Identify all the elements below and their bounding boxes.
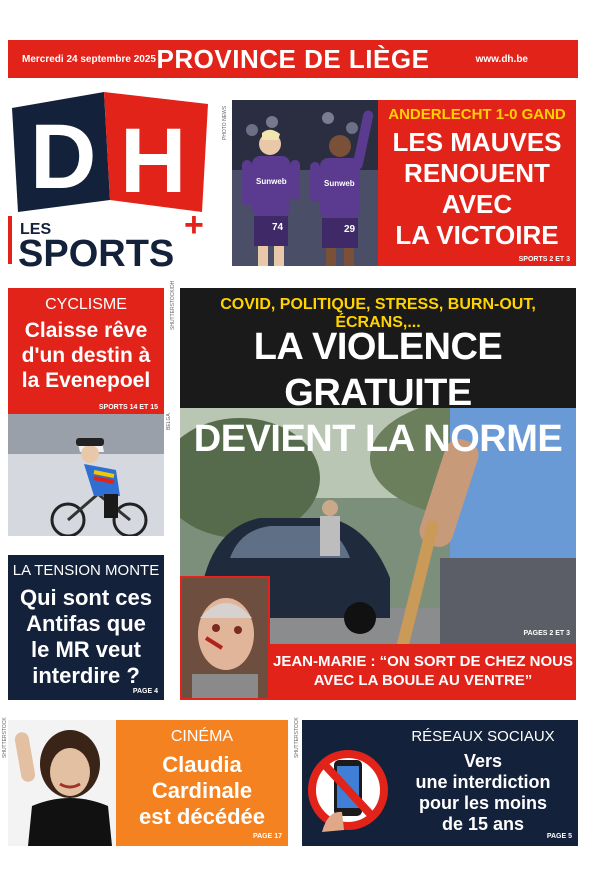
- cyclisme-pages: SPORTS 14 ET 15: [98, 404, 158, 411]
- football-headline: [378, 127, 576, 251]
- main-quote: [270, 644, 576, 700]
- reseaux-headline-line: une interdiction: [415, 772, 551, 792]
- jean-marie-photo[interactable]: [180, 576, 270, 700]
- players-illustration: [232, 100, 378, 266]
- actress-illustration: [8, 720, 116, 846]
- antifas-kicker: LA TENSION MONTE: [12, 562, 160, 579]
- main-pages: PAGES 2 ET 3: [523, 630, 570, 637]
- logo-sports: SPORTS: [18, 233, 175, 270]
- football-headline-line: LA VICTOIRE: [395, 220, 559, 250]
- logo-letter-d: D: [30, 106, 97, 208]
- cyclisme-headline-line: la Evenepoel: [21, 369, 151, 392]
- logo-les: LES: [20, 221, 52, 238]
- injured-man-illustration: [182, 578, 268, 698]
- reseaux-headline: [388, 751, 578, 835]
- main-credit: SHUTTERSTOCK/DH: [170, 280, 176, 330]
- top-banner: [8, 40, 578, 78]
- sponsor-text-1: Sunweb: [256, 177, 287, 186]
- football-pages: SPORTS 2 ET 3: [518, 256, 570, 263]
- cinema-photo[interactable]: [8, 720, 116, 846]
- reseaux-headline-box[interactable]: [388, 720, 578, 846]
- football-headline-line: AVEC: [441, 189, 513, 219]
- logo-plus: +: [184, 206, 204, 244]
- player-number-1: 74: [272, 222, 284, 233]
- main-quote-line: JEAN-MARIE : “ON SORT DE CHEZ NOUS: [272, 653, 573, 670]
- cyclisme-photo[interactable]: [8, 414, 164, 536]
- dh-logo-icon: [8, 90, 220, 270]
- cyclist-illustration: [8, 414, 164, 536]
- reseaux-headline-line: de 15 ans: [441, 814, 525, 834]
- cinema-kicker: CINÉMA: [170, 728, 234, 745]
- main-kicker: COVID, POLITIQUE, STRESS, BURN-OUT, ÉCRANS,...: [220, 296, 536, 331]
- reseaux-photo[interactable]: [302, 720, 388, 846]
- region-title: PROVINCE DE LIÈGE: [156, 44, 430, 74]
- cinema-credit: SHUTTERSTOCK: [2, 717, 8, 758]
- antifas-headline-line: Antifas que: [26, 611, 146, 636]
- reseaux-headline-line: pour les moins: [418, 793, 548, 813]
- football-headline-box[interactable]: [378, 100, 576, 266]
- cyclisme-headline: [8, 318, 164, 393]
- reseaux-credit: SHUTTERSTOCK: [294, 717, 300, 758]
- cinema-headline: [116, 752, 288, 830]
- reseaux-kicker: RÉSEAUX SOCIAUX: [411, 728, 555, 745]
- cyclisme-kicker: CYCLISME: [45, 296, 127, 313]
- cyclisme-credit: BELGA: [166, 413, 172, 430]
- antifas-pages: PAGE 4: [132, 688, 158, 695]
- cinema-headline-line: Cardinale: [151, 778, 253, 803]
- dh-logo[interactable]: [8, 90, 220, 270]
- antifas-headline: [8, 585, 164, 689]
- cyclisme-headline-box[interactable]: [8, 288, 164, 414]
- main-headline-line: DEVIENT LA NORME: [193, 418, 563, 460]
- antifas-headline-box[interactable]: [8, 555, 164, 700]
- football-headline-line: RENOUENT: [404, 158, 550, 188]
- cinema-headline-line: Claudia: [162, 752, 242, 777]
- issue-date: Mercredi 24 septembre 2025: [22, 54, 156, 65]
- reseaux-pages: PAGE 5: [546, 833, 572, 840]
- main-story[interactable]: [180, 288, 576, 700]
- main-headline-line: LA VIOLENCE GRATUITE: [253, 326, 503, 414]
- antifas-headline-line: Qui sont ces: [19, 585, 153, 610]
- cyclisme-headline-line: d'un destin à: [21, 344, 151, 367]
- football-credit: PHOTO NEWS: [222, 105, 228, 140]
- cyclisme-headline-line: Claisse rêve: [24, 319, 148, 342]
- cinema-pages: PAGE 17: [252, 833, 282, 840]
- logo-letter-h: H: [120, 110, 187, 212]
- cinema-headline-line: est décédée: [139, 804, 265, 829]
- player-number-2: 29: [344, 224, 356, 235]
- football-photo[interactable]: [232, 100, 378, 266]
- website-link[interactable]: www.dh.be: [475, 54, 528, 65]
- antifas-headline-line: interdire ?: [32, 663, 140, 688]
- football-headline-line: LES MAUVES: [392, 127, 562, 157]
- sponsor-text-2: Sunweb: [324, 179, 355, 188]
- cinema-headline-box[interactable]: [116, 720, 288, 846]
- phone-ban-icon: [302, 720, 388, 846]
- main-quote-line: AVEC LA BOULE AU VENTRE”: [313, 672, 533, 689]
- football-kicker: ANDERLECHT 1-0 GAND: [388, 106, 566, 123]
- antifas-headline-line: le MR veut: [30, 637, 142, 662]
- reseaux-headline-line: Vers: [463, 751, 503, 771]
- main-headline: [180, 324, 576, 462]
